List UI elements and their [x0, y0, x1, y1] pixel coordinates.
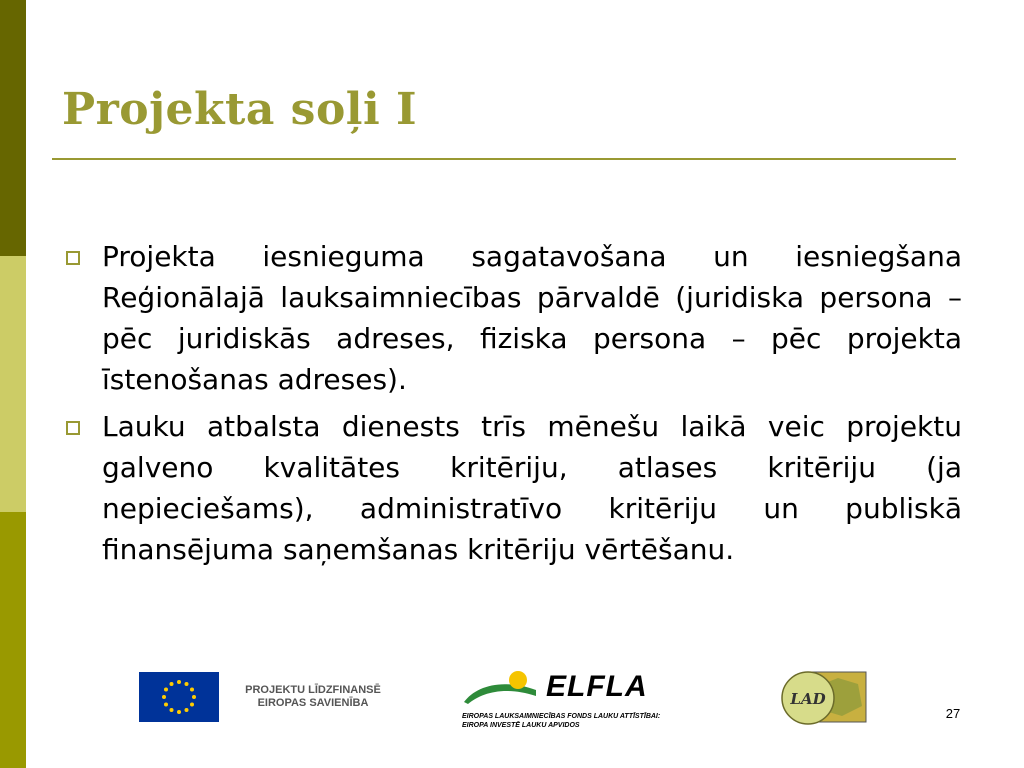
bullet-item — [62, 406, 962, 570]
elfla-wordmark: ELFLA — [546, 670, 648, 703]
bullet-text: Lauku atbalsta dienests trīs mēnešu laikā veic projektu galveno kvalitātes kritēriju, atlases kritēriju (ja nepieciešams), administratīvo kritēriju un publiskā finansējuma saņemšanas kritēriju vērtēšanu. — [102, 410, 962, 566]
bullet-item — [62, 236, 962, 400]
side-bar-top — [0, 0, 26, 256]
side-bar-middle — [0, 256, 26, 512]
page-number: 27 — [945, 706, 961, 721]
elfla-sub-line2: EIROPA INVESTĒ LAUKU APVIDOS — [462, 722, 580, 729]
slide-title: Projekta soļi I — [62, 84, 418, 135]
bullet-text: Projekta iesnieguma sagatavošana un iesniegšana Reģionālajā lauksaimniecības pārvaldē (juridiska persona – pēc juridiskās adreses, fiziska persona – pēc projekta īstenošanas adreses). — [102, 240, 962, 396]
lad-logo-text: LAD — [790, 690, 826, 708]
eu-text-line1: PROJEKTU LĪDZFINANSĒ — [245, 684, 381, 696]
lad-logo — [778, 666, 870, 728]
eu-flag-icon — [139, 672, 219, 722]
square-bullet-icon — [66, 251, 80, 265]
eu-cofinance-text — [228, 684, 398, 710]
square-bullet-icon — [66, 421, 80, 435]
footer-logos — [0, 660, 1024, 768]
bullet-list — [62, 236, 962, 576]
title-divider — [52, 158, 956, 160]
elfla-subtitle — [462, 712, 724, 730]
elfla-sub-line1: EIROPAS LAUKSAIMNIECĪBAS FONDS LAUKU ATTĪSTĪBAI: — [462, 713, 661, 720]
elfla-swoosh-icon — [462, 668, 546, 708]
elfla-logo — [462, 668, 722, 740]
eu-text-line2: EIROPAS SAVIENĪBA — [257, 697, 369, 709]
